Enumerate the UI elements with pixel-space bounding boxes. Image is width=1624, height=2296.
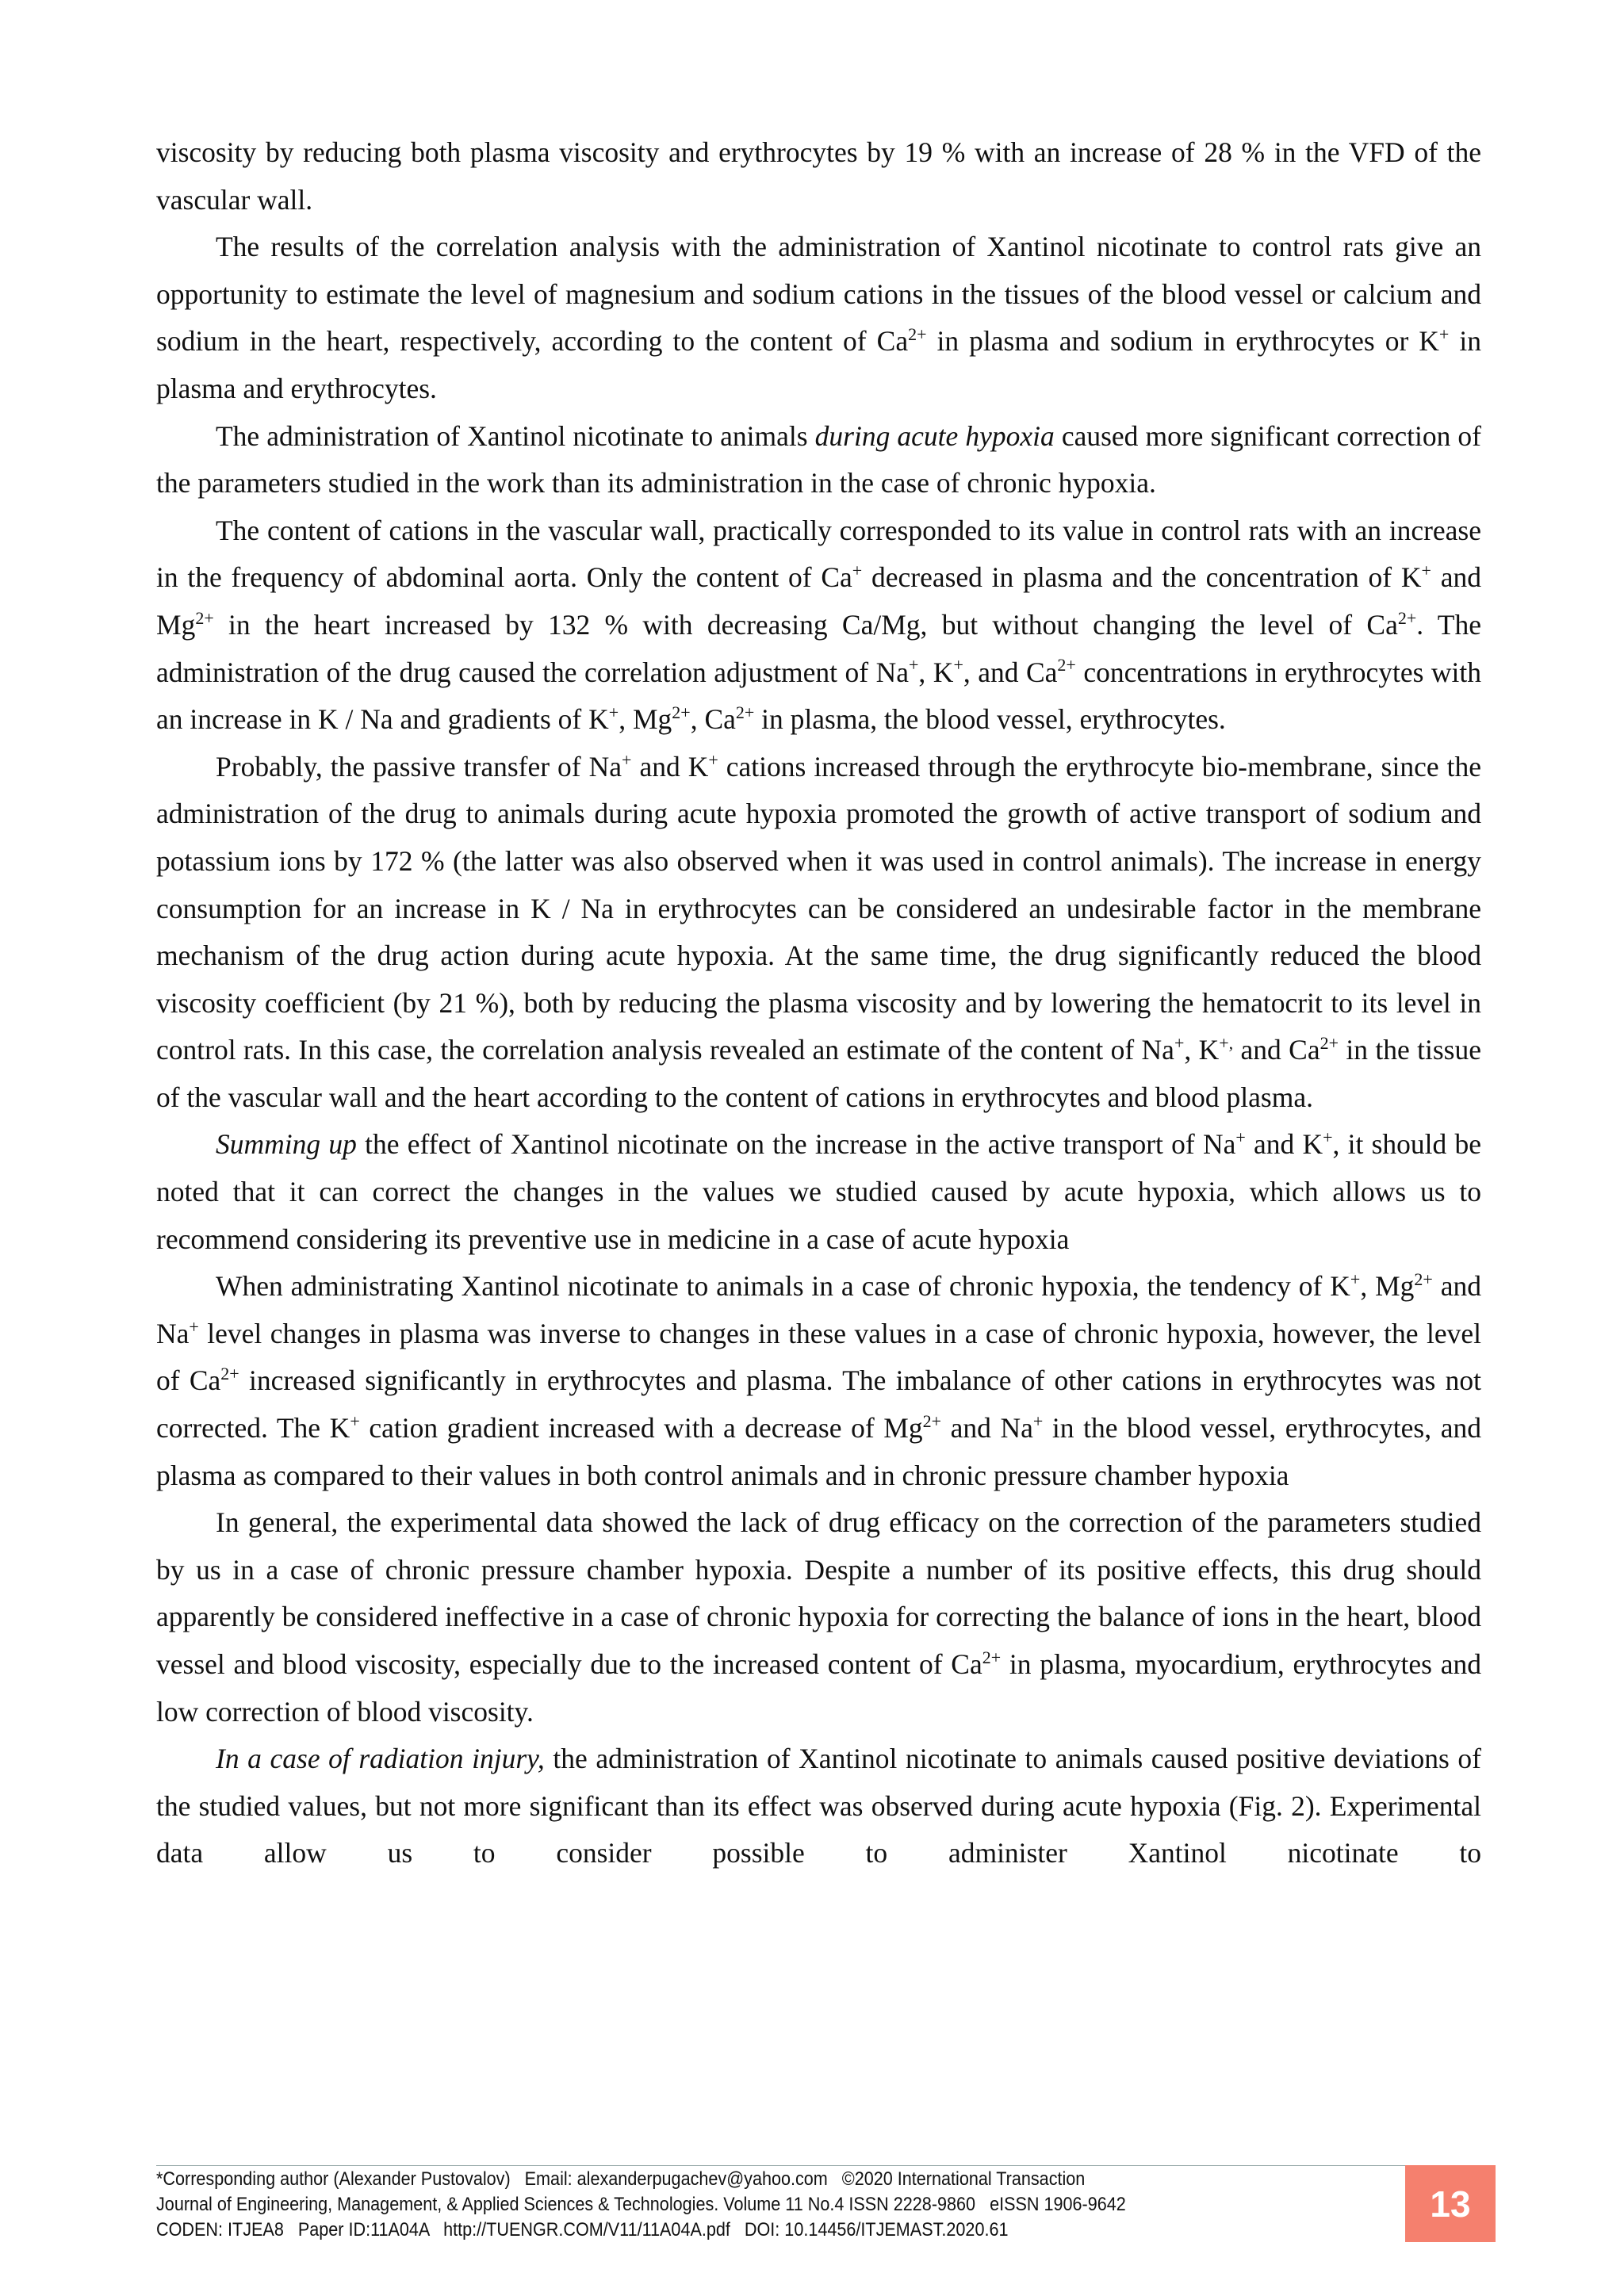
text-run: and Na	[941, 1412, 1033, 1445]
text-run: in the heart increased by 132 % with decreasing Ca/Mg, but without changing the level of Ca	[213, 608, 1398, 641]
superscript: 2+	[908, 324, 927, 345]
text-run: In general, the experimental data showed the lack of drug efficacy on the correction of the parameters studied by us in a case of chronic pressure chamber hypoxia. Despite a number of its positive effects, this drug should apparently be considered ineffective in a case of chronic hypoxia for correcting the balance of ions in the heart, blood vessel and blood viscosity, especially due to the increased content of Ca	[156, 1506, 1481, 1680]
superscript: +	[622, 749, 632, 770]
superscript: +	[909, 655, 919, 675]
footer-author-line: *Corresponding author (Alexander Pustovalov) Email: alexanderpugachev@yahoo.com ©2020 International Transaction	[156, 2168, 1086, 2190]
paragraph	[156, 744, 1481, 1122]
text-run: Probably, the passive transfer of Na	[216, 750, 622, 783]
superscript: +,	[1219, 1033, 1234, 1054]
superscript: 2+	[195, 607, 214, 628]
text-run: in plasma and erythrocytes.	[156, 325, 1481, 404]
paragraph	[156, 413, 1481, 507]
text-run: When administrating Xantinol nicotinate to animals in a case of chronic hypoxia, the tendency of K	[216, 1270, 1350, 1303]
superscript: +	[1323, 1127, 1333, 1148]
text-run: and Na	[156, 1270, 1481, 1349]
superscript: 2+	[1320, 1033, 1339, 1054]
footer-journal-line: Journal of Engineering, Management, & Applied Sciences & Technologies. Volume 11 No.4 ISSN 2228-9860 eISSN 1906-9642	[156, 2194, 1126, 2215]
text-run: , K	[1184, 1034, 1220, 1066]
text-run: , K	[918, 656, 954, 688]
text-run: The administration of Xantinol nicotinate to animals	[216, 419, 815, 452]
superscript: +	[608, 702, 619, 722]
footer-coden-line: CODEN: ITJEA8 Paper ID:11A04A http://TUENGR.COM/V11/11A04A.pdf DOI: 10.14456/ITJEMAST.2020.61	[156, 2219, 1009, 2241]
footer	[156, 2167, 1270, 2243]
text-run: caused more significant correction of the parameters studied in the work than its administration in the case of chronic hypoxia.	[156, 419, 1481, 499]
body-text	[156, 129, 1481, 1877]
text-run: The content of cations in the vascular wall, practically corresponded to its value in control rats with an increase in the frequency of abdominal aorta. Only the content of Ca	[156, 514, 1481, 594]
text-run: the effect of Xantinol nicotinate on the increase in the active transport of Na	[356, 1128, 1236, 1161]
text-run: in plasma, myocardium, erythrocytes and low correction of blood viscosity.	[156, 1648, 1481, 1728]
superscript: +	[350, 1410, 360, 1431]
superscript: +	[708, 749, 718, 770]
paragraph	[156, 1263, 1481, 1499]
text-run: in the tissue of the vascular wall and the heart according to the content of cations in erythrocytes and blood plasma.	[156, 1034, 1481, 1113]
text-run: in the blood vessel, erythrocytes, and plasma as compared to their values in both control animals and in chronic pressure chamber hypoxia	[156, 1412, 1481, 1491]
paragraph	[156, 129, 1481, 224]
superscript: +	[1421, 561, 1431, 581]
superscript: 2+	[982, 1647, 1002, 1667]
superscript: +	[852, 561, 863, 581]
paragraph	[156, 224, 1481, 412]
text-run: The results of the correlation analysis with the administration of Xantinol nicotinate to control rats give an opportunity to estimate the level of magnesium and sodium cations in the tissues of the blood vessel or calcium and sodium in the heart, respectively, according to the content of Ca	[156, 231, 1481, 358]
superscript: +	[1350, 1269, 1361, 1290]
text-run: . The administration of the drug caused the correlation adjustment of Na	[156, 608, 1481, 688]
text-run: in plasma, the blood vessel, erythrocytes.	[754, 703, 1226, 736]
superscript: +	[1032, 1410, 1044, 1431]
text-run: , it should be noted that it can correct the changes in the values we studied caused by acute hypoxia, which allows us to recommend considering its preventive use in medicine in a case of acute hypoxia	[156, 1128, 1481, 1255]
superscript: 2+	[1414, 1269, 1433, 1290]
text-run: and Mg	[156, 561, 1481, 641]
text-run: and Ca	[1233, 1034, 1320, 1066]
text-run: , and Ca	[963, 656, 1058, 688]
text-run: and K	[1245, 1128, 1323, 1161]
footer-divider	[156, 2165, 1496, 2166]
text-run: , Mg	[619, 703, 672, 736]
text-run: level changes in plasma was inverse to changes in these values in a case of chronic hypoxia, however, the level of Ca	[156, 1317, 1481, 1397]
superscript: +	[1174, 1033, 1185, 1054]
superscript: +	[189, 1316, 199, 1337]
page-number-badge: 13	[1405, 2165, 1496, 2242]
superscript: 2+	[220, 1364, 239, 1384]
superscript: 2+	[672, 702, 691, 722]
superscript: 2+	[1057, 655, 1076, 675]
superscript: +	[953, 655, 963, 675]
text-run: concentrations in erythrocytes with an increase in K / Na and gradients of K	[156, 656, 1482, 736]
text-run: , Mg	[1360, 1270, 1415, 1303]
italic-text: Summing up	[216, 1128, 357, 1161]
paragraph	[156, 507, 1481, 744]
text-run: viscosity by reducing both plasma viscosity and erythrocytes by 19 % with an increase of 28 % in the VFD of the vascular wall.	[156, 136, 1481, 216]
superscript: +	[1438, 324, 1450, 345]
superscript: 2+	[735, 702, 755, 722]
paragraph	[156, 1735, 1481, 1877]
italic-text: In a case of radiation injury,	[216, 1743, 545, 1775]
paragraph	[156, 1121, 1481, 1263]
superscript: +	[1235, 1127, 1246, 1148]
text-run: cations increased through the erythrocyte bio-membrane, since the administration of the drug to animals during acute hypoxia promoted the growth of active transport of sodium and potassium ions by 172 % (the latter was also observed when it was used in control animals). The increase in energy consumption for an increase in K / Na in erythrocytes can be considered an undesirable factor in the membrane mechanism of the drug action during acute hypoxia. At the same time, the drug significantly reduced the blood viscosity coefficient (by 21 %), both by reducing the plasma viscosity and by lowering the hematocrit to its level in control rats. In this case, the correlation analysis revealed an estimate of the content of Na	[156, 750, 1481, 1066]
superscript: 2+	[922, 1410, 941, 1431]
italic-text: during acute hypoxia	[814, 419, 1055, 452]
superscript: 2+	[1397, 607, 1417, 628]
text-run: increased significantly in erythrocytes and plasma. The imbalance of other cations in erythrocytes was not corrected. The K	[156, 1364, 1481, 1445]
text-run: in plasma and sodium in erythrocytes or K	[926, 325, 1439, 358]
text-run: , Ca	[690, 703, 736, 736]
text-run: and K	[631, 750, 709, 783]
text-run: the administration of Xantinol nicotinate to animals caused positive deviations of the studied values, but not more significant than its effect was observed during acute hypoxia (Fig. 2). Experimental data allow us to consider possible to administer Xantinol nicotinate to	[156, 1743, 1481, 1869]
text-run: decreased in plasma and the concentration of K	[862, 561, 1422, 594]
text-run: cation gradient increased with a decrease of Mg	[359, 1412, 923, 1445]
paragraph	[156, 1499, 1481, 1735]
